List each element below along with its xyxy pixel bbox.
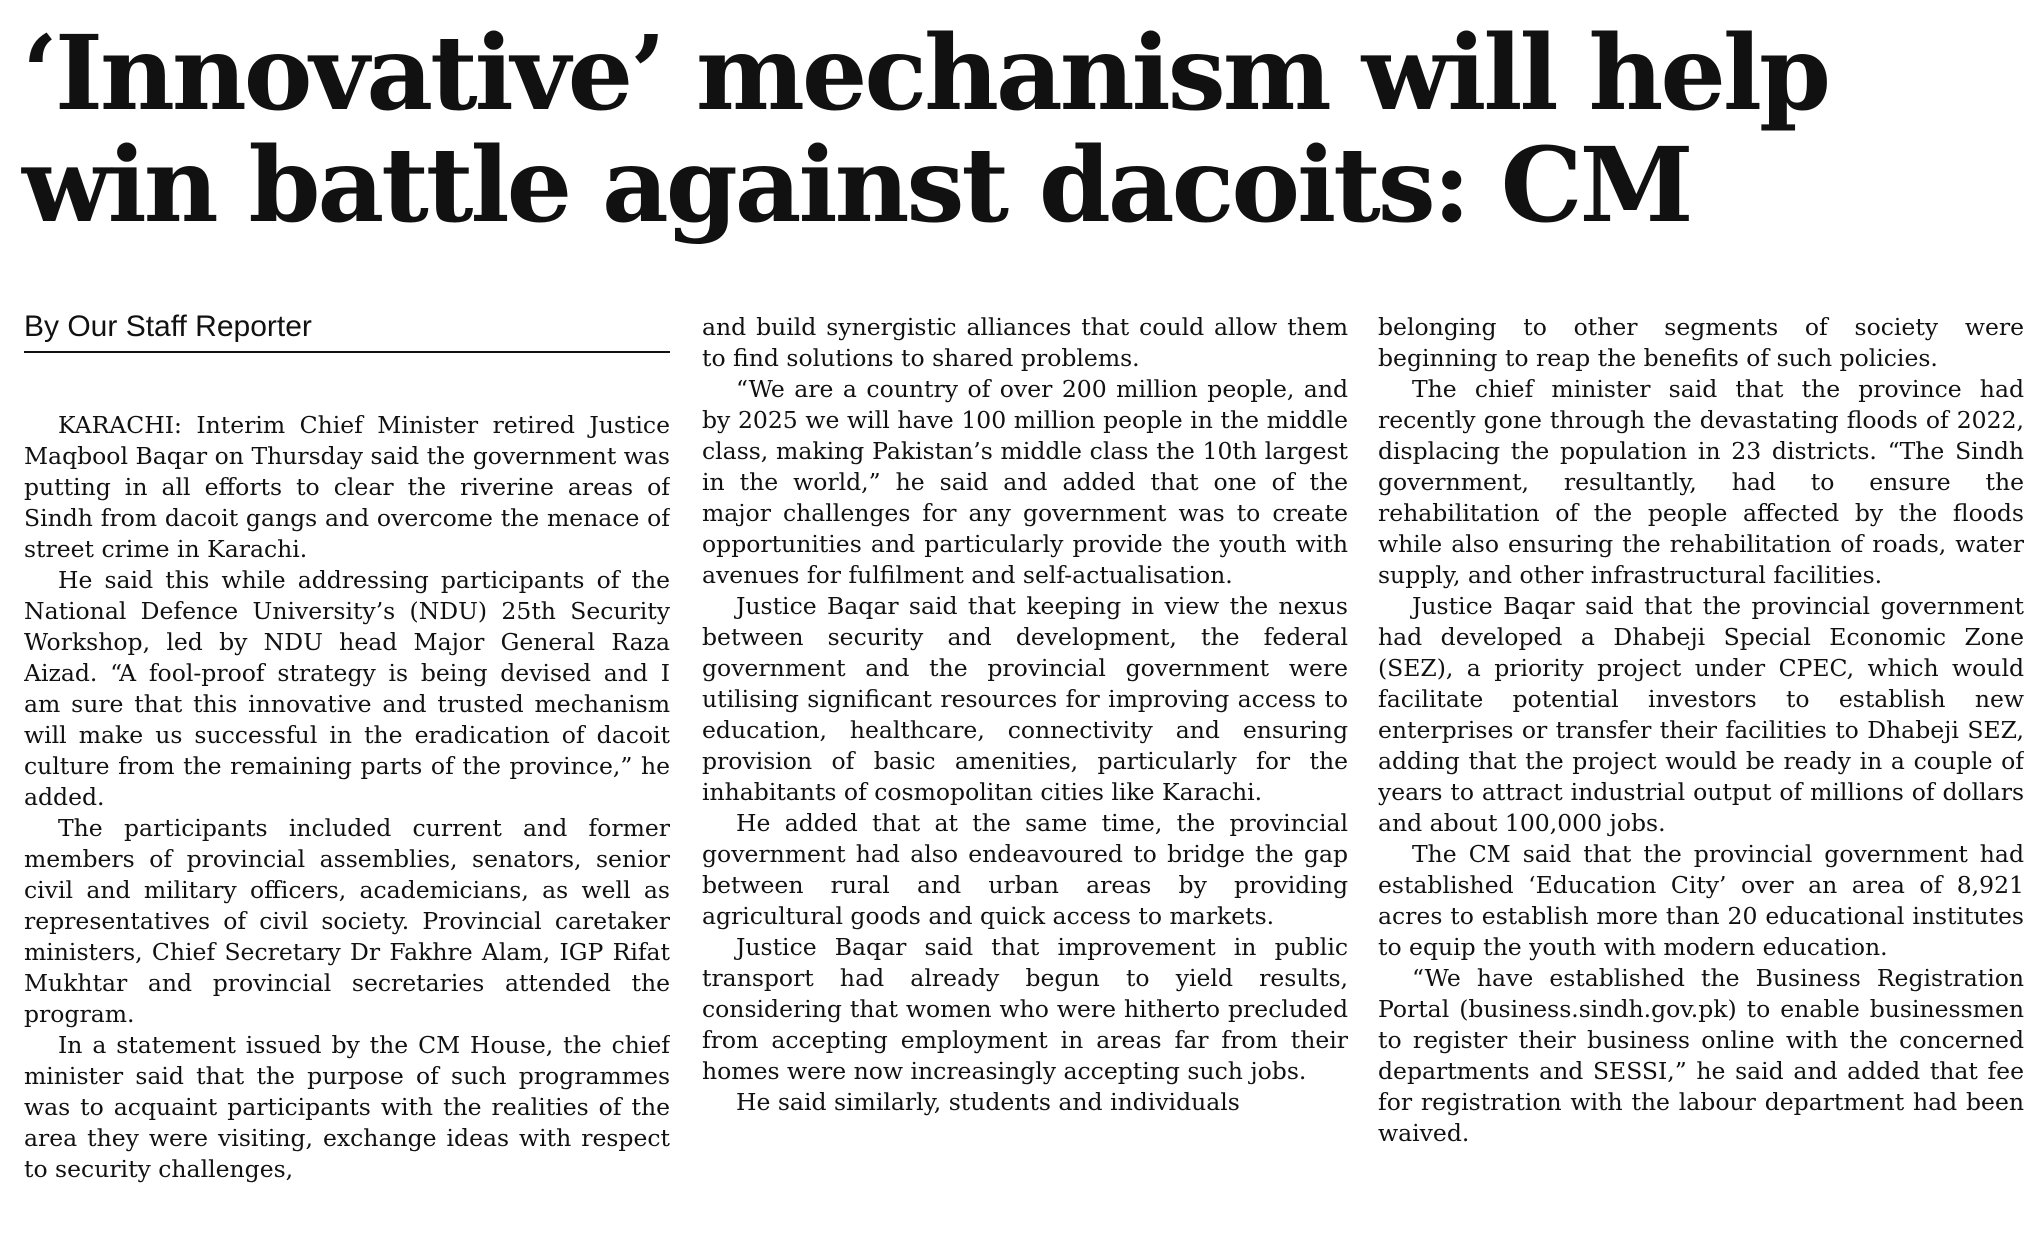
paragraph: He said this while addressing participants of the National Defence University’s (NDU) 25th Security Workshop, led by NDU head Major General Raza Aizad. “A fool-proof strategy is being devised and I am sure that this innovative and trusted mechanism will make us successful in the eradication of dacoit culture from the remaining parts of the province,” he added. bbox=[24, 566, 670, 811]
paragraph: Justice Baqar said that keeping in view the nexus between security and development, the federal government and the provincial government were utilising significant resources for improving access to education, healthcare, connectivity and ensuring provision of basic amenities, particularly for the inhabitants of cosmopolitan cities like Karachi. bbox=[702, 592, 1348, 806]
headline-line-1: ‘Innovative’ mechanism will help bbox=[22, 13, 1829, 134]
paragraph: The chief minister said that the province had recently gone through the devastating floods of 2022, displacing the population in 23 districts. “The Sindh government, resultantly, had to ensure the rehabilitation of the people affected by the floods while also ensuring the rehabilitation of roads, water supply, and other infrastructural facilities. bbox=[1378, 375, 2024, 589]
paragraph: and build synergistic alliances that could allow them to find solutions to shared problems. bbox=[702, 313, 1348, 372]
paragraph: The participants included current and former members of provincial assemblies, senators, senior civil and military officers, academicians, as well as representatives of civil society. Provincial caretaker ministers, Chief Secretary Dr Fakhre Alam, IGP Rifat Mukhtar and provincial secretaries attended the program. bbox=[24, 814, 670, 1028]
paragraph: KARACHI: Interim Chief Minister retired Justice Maqbool Baqar on Thursday said the government was putting in all efforts to clear the riverine areas of Sindh from dacoit gangs and overcome the menace of street crime in Karachi. bbox=[24, 411, 670, 563]
paragraph: The CM said that the provincial government had established ‘Education City’ over an area of 8,921 acres to establish more than 20 educational institutes to equip the youth with modern education. bbox=[1378, 840, 2024, 961]
byline: By Our Staff Reporter bbox=[24, 305, 670, 353]
paragraph: Justice Baqar said that improvement in public transport had already begun to yield results, considering that women who were hitherto precluded from accepting employment in areas far from their homes were now increasingly accepting such jobs. bbox=[702, 933, 1348, 1085]
headline-line-2: win battle against dacoits: CM bbox=[22, 125, 1691, 246]
paragraph: Justice Baqar said that the provincial government had developed a Dhabeji Special Economic Zone (SEZ), a priority project under CPEC, which would facilitate potential investors to establish new enterprises or transfer their facilities to Dhabeji SEZ, adding that the project would be ready in a couple of years to attract industrial output of millions of dollars and about 100,000 jobs. bbox=[1378, 592, 2024, 837]
paragraph: “We have established the Business Registration Portal (business.sindh.gov.pk) to enable businessmen to register their business online with the concerned departments and SESSI,” he said and added that fee for registration with the labour department had been waived. bbox=[1378, 964, 2024, 1147]
paragraph: “We are a country of over 200 million people, and by 2025 we will have 100 million people in the middle class, making Pakistan’s middle class the 10th largest in the world,” he said and added that one of the major challenges for any government was to create opportunities and particularly provide the youth with avenues for fulfilment and self-actualisation. bbox=[702, 375, 1348, 589]
paragraph: belonging to other segments of society were beginning to reap the benefits of such policies. bbox=[1378, 313, 2024, 372]
column-3 bbox=[1378, 312, 2024, 1247]
paragraph: He added that at the same time, the provincial government had also endeavoured to bridge the gap between rural and urban areas by providing agricultural goods and quick access to markets. bbox=[702, 809, 1348, 930]
headline bbox=[22, 13, 2012, 246]
column-1 bbox=[24, 410, 670, 1255]
paragraph: In a statement issued by the CM House, the chief minister said that the purpose of such programmes was to acquaint participants with the realities of the area they were visiting, exchange ideas with respect to security challenges, bbox=[24, 1031, 670, 1183]
column-2 bbox=[702, 312, 1348, 1247]
paragraph: He said similarly, students and individuals bbox=[736, 1088, 1240, 1116]
